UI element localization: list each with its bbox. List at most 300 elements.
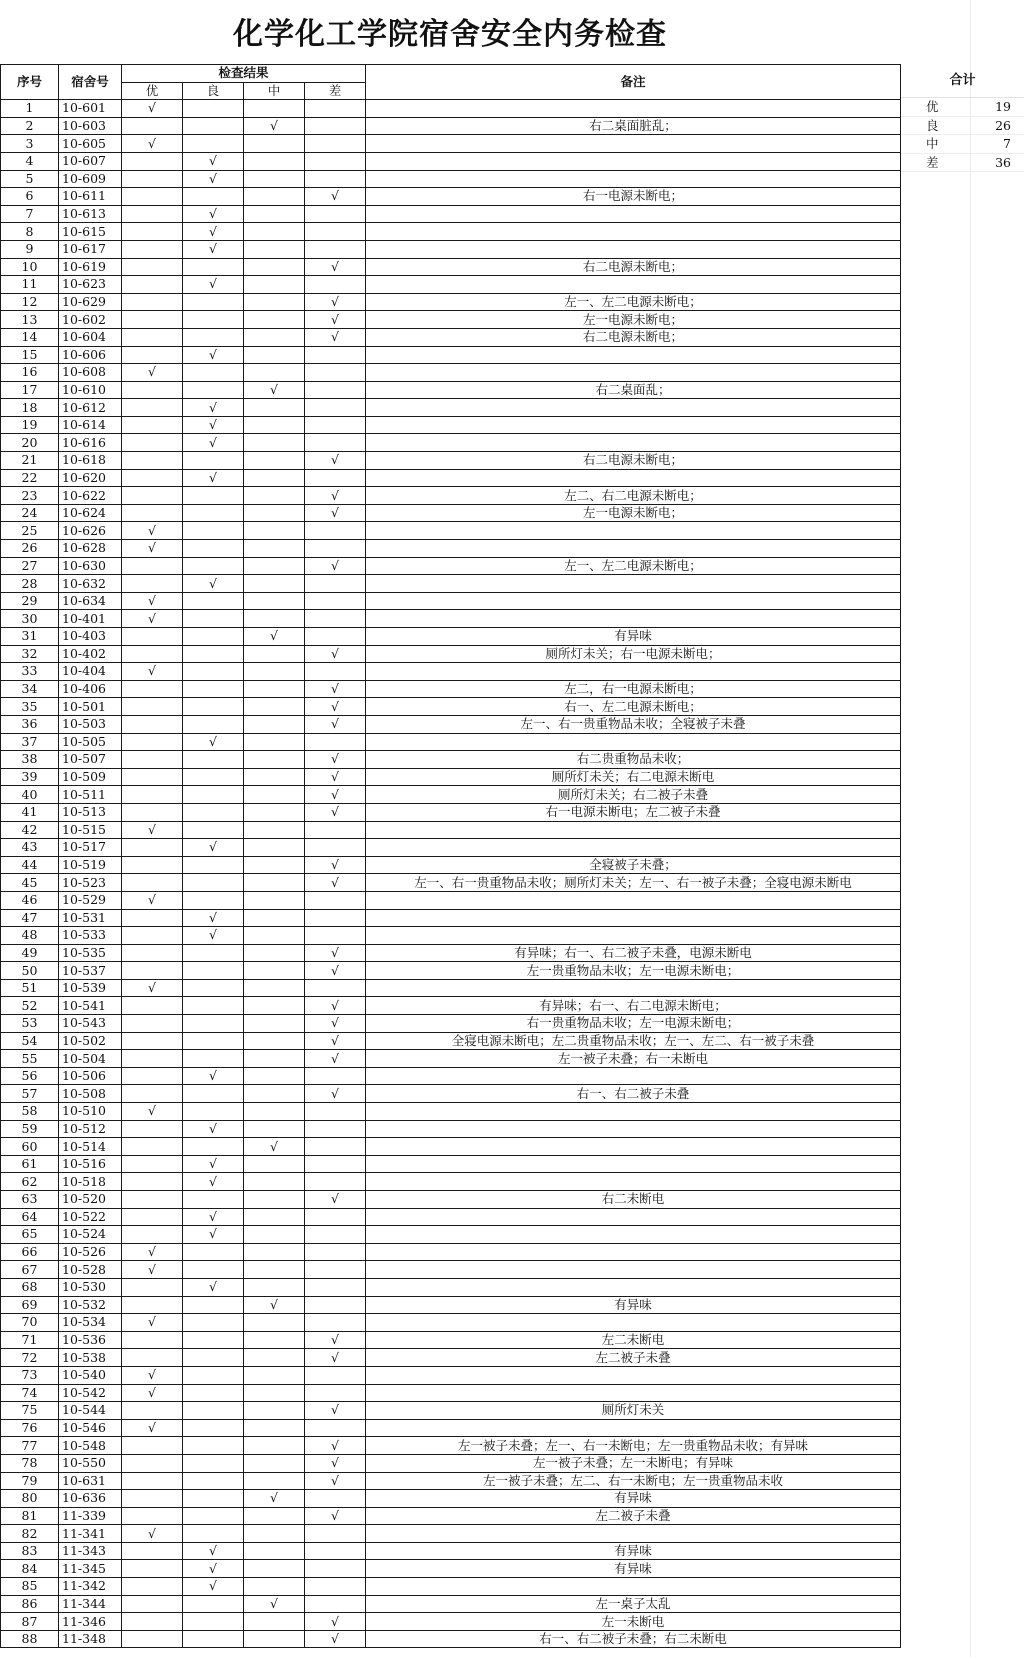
grade-cell xyxy=(122,645,183,663)
grade-cell xyxy=(244,979,305,997)
remark-cell xyxy=(366,1103,901,1121)
grade-cell xyxy=(122,1155,183,1173)
grade-cell xyxy=(122,803,183,821)
table-row xyxy=(1,1067,901,1085)
row-number: 42 xyxy=(1,821,59,839)
remark-cell xyxy=(366,1278,901,1296)
grade-cell: √ xyxy=(305,504,366,522)
table-row xyxy=(1,1507,901,1525)
grade-cell: √ xyxy=(305,803,366,821)
grade-cell xyxy=(244,557,305,575)
grade-cell xyxy=(122,1050,183,1068)
remark-cell: 左一被子未叠；右一未断电 xyxy=(366,1050,901,1068)
remark-cell: 有异味 xyxy=(366,1560,901,1578)
row-number: 13 xyxy=(1,311,59,329)
grade-cell xyxy=(122,698,183,716)
grade-cell xyxy=(244,152,305,170)
row-number: 48 xyxy=(1,927,59,945)
room-number: 10-620 xyxy=(59,469,122,487)
table-row xyxy=(1,979,901,997)
table-row xyxy=(1,768,901,786)
remark-cell xyxy=(366,663,901,681)
room-number: 10-603 xyxy=(59,117,122,135)
row-number: 47 xyxy=(1,909,59,927)
room-number: 10-546 xyxy=(59,1419,122,1437)
room-number: 10-537 xyxy=(59,962,122,980)
grade-cell: √ xyxy=(305,1437,366,1455)
grade-cell xyxy=(244,768,305,786)
table-row xyxy=(1,223,901,241)
grade-cell: √ xyxy=(122,663,183,681)
grade-cell xyxy=(122,927,183,945)
grade-cell xyxy=(305,416,366,434)
grade-cell xyxy=(183,715,244,733)
grade-cell xyxy=(183,557,244,575)
grade-cell xyxy=(183,874,244,892)
header-grade-excellent: 优 xyxy=(122,82,183,100)
grade-cell: √ xyxy=(305,768,366,786)
remark-cell: 有异味 xyxy=(366,628,901,646)
room-number: 10-406 xyxy=(59,680,122,698)
grade-cell xyxy=(244,1015,305,1033)
grade-cell: √ xyxy=(305,680,366,698)
grade-cell xyxy=(122,346,183,364)
room-number: 11-339 xyxy=(59,1507,122,1525)
table-row xyxy=(1,346,901,364)
table-row xyxy=(1,997,901,1015)
grade-cell xyxy=(122,1507,183,1525)
grade-cell: √ xyxy=(183,733,244,751)
room-number: 10-503 xyxy=(59,715,122,733)
remark-cell: 右二未断电 xyxy=(366,1191,901,1209)
row-number: 73 xyxy=(1,1366,59,1384)
grade-cell xyxy=(244,346,305,364)
grade-cell xyxy=(244,645,305,663)
row-number: 34 xyxy=(1,680,59,698)
row-number: 60 xyxy=(1,1138,59,1156)
grade-cell xyxy=(244,434,305,452)
room-number: 10-520 xyxy=(59,1191,122,1209)
row-number: 41 xyxy=(1,803,59,821)
row-number: 16 xyxy=(1,364,59,382)
grade-cell: √ xyxy=(122,1103,183,1121)
grade-cell xyxy=(183,1296,244,1314)
room-number: 10-529 xyxy=(59,891,122,909)
grade-cell xyxy=(183,1050,244,1068)
grade-cell: √ xyxy=(122,135,183,153)
table-row xyxy=(1,364,901,382)
room-number: 10-613 xyxy=(59,205,122,223)
grade-cell: √ xyxy=(122,1525,183,1543)
table-row xyxy=(1,1595,901,1613)
grade-cell: √ xyxy=(305,698,366,716)
table-row xyxy=(1,927,901,945)
grade-cell xyxy=(122,152,183,170)
grade-cell xyxy=(244,821,305,839)
room-number: 10-604 xyxy=(59,328,122,346)
grade-cell: √ xyxy=(305,258,366,276)
grade-cell xyxy=(122,1437,183,1455)
grade-cell xyxy=(244,504,305,522)
grade-cell xyxy=(244,223,305,241)
table-row xyxy=(1,663,901,681)
summary-label: 良 xyxy=(926,117,939,133)
grade-cell xyxy=(244,364,305,382)
grade-cell xyxy=(122,575,183,593)
row-number: 66 xyxy=(1,1243,59,1261)
grade-cell xyxy=(244,1507,305,1525)
grade-cell xyxy=(305,1314,366,1332)
remark-cell: 左一、左二电源未断电； xyxy=(366,557,901,575)
grade-cell: √ xyxy=(305,944,366,962)
table-row xyxy=(1,240,901,258)
grade-cell xyxy=(305,663,366,681)
grade-cell xyxy=(183,100,244,118)
grade-cell xyxy=(305,346,366,364)
table-row xyxy=(1,152,901,170)
grade-cell: √ xyxy=(305,1015,366,1033)
room-number: 10-634 xyxy=(59,592,122,610)
grade-cell xyxy=(122,1331,183,1349)
grade-cell xyxy=(244,469,305,487)
grade-cell xyxy=(305,522,366,540)
grade-cell xyxy=(305,399,366,417)
grade-cell xyxy=(305,1067,366,1085)
row-number: 33 xyxy=(1,663,59,681)
grade-cell: √ xyxy=(122,592,183,610)
room-number: 10-550 xyxy=(59,1454,122,1472)
grade-cell xyxy=(305,1226,366,1244)
grade-cell: √ xyxy=(183,1155,244,1173)
table-row xyxy=(1,1103,901,1121)
grade-cell xyxy=(305,1103,366,1121)
grade-cell xyxy=(305,1208,366,1226)
grade-cell: √ xyxy=(122,100,183,118)
row-number: 45 xyxy=(1,874,59,892)
header-grade-fair: 中 xyxy=(244,82,305,100)
grade-cell: √ xyxy=(305,1613,366,1631)
row-number: 64 xyxy=(1,1208,59,1226)
grade-cell: √ xyxy=(122,979,183,997)
grade-cell xyxy=(305,1366,366,1384)
grade-cell xyxy=(122,205,183,223)
table-row xyxy=(1,328,901,346)
grade-cell xyxy=(305,927,366,945)
grade-cell xyxy=(305,100,366,118)
room-number: 10-636 xyxy=(59,1490,122,1508)
row-number: 24 xyxy=(1,504,59,522)
grade-cell xyxy=(122,1278,183,1296)
grade-cell xyxy=(305,540,366,558)
grade-cell xyxy=(305,1490,366,1508)
grade-cell xyxy=(122,1349,183,1367)
grade-cell xyxy=(183,1191,244,1209)
grade-cell xyxy=(183,592,244,610)
grade-cell xyxy=(122,1402,183,1420)
remark-cell: 厕所灯未关；右一电源未断电； xyxy=(366,645,901,663)
grade-cell xyxy=(183,645,244,663)
room-number: 10-404 xyxy=(59,663,122,681)
grade-cell xyxy=(244,698,305,716)
grade-cell xyxy=(244,733,305,751)
row-number: 65 xyxy=(1,1226,59,1244)
remark-cell xyxy=(366,205,901,223)
grade-cell xyxy=(122,223,183,241)
row-number: 54 xyxy=(1,1032,59,1050)
grade-cell xyxy=(122,293,183,311)
grade-cell xyxy=(244,575,305,593)
grade-cell xyxy=(183,768,244,786)
grade-cell xyxy=(305,240,366,258)
summary-value: 7 xyxy=(1003,136,1011,152)
grade-cell: √ xyxy=(305,874,366,892)
grade-cell xyxy=(183,381,244,399)
remark-cell: 有异味；右一、右二电源未断电； xyxy=(366,997,901,1015)
row-number: 79 xyxy=(1,1472,59,1490)
row-number: 27 xyxy=(1,557,59,575)
room-number: 10-541 xyxy=(59,997,122,1015)
row-number: 43 xyxy=(1,839,59,857)
grade-cell xyxy=(305,821,366,839)
grade-cell xyxy=(244,205,305,223)
remark-cell xyxy=(366,1067,901,1085)
remark-cell: 右二贵重物品未收； xyxy=(366,751,901,769)
table-row xyxy=(1,698,901,716)
grade-cell xyxy=(244,170,305,188)
grade-cell: √ xyxy=(183,434,244,452)
grade-cell xyxy=(122,328,183,346)
grade-cell xyxy=(244,1155,305,1173)
remark-cell: 右一、左二电源未断电； xyxy=(366,698,901,716)
grade-cell xyxy=(183,803,244,821)
room-number: 10-540 xyxy=(59,1366,122,1384)
grade-cell: √ xyxy=(122,1243,183,1261)
grade-cell xyxy=(183,751,244,769)
room-number: 10-544 xyxy=(59,1402,122,1420)
grade-cell xyxy=(183,522,244,540)
table-row xyxy=(1,1208,901,1226)
row-number: 15 xyxy=(1,346,59,364)
grade-cell: √ xyxy=(183,205,244,223)
row-number: 32 xyxy=(1,645,59,663)
grade-cell xyxy=(305,979,366,997)
grade-cell: √ xyxy=(244,1296,305,1314)
header-room: 宿舍号 xyxy=(59,65,122,100)
grade-cell xyxy=(244,1384,305,1402)
grade-cell xyxy=(183,610,244,628)
grade-cell xyxy=(183,1507,244,1525)
grade-cell: √ xyxy=(305,751,366,769)
room-number: 10-522 xyxy=(59,1208,122,1226)
grade-cell xyxy=(122,628,183,646)
remark-cell: 左一电源未断电； xyxy=(366,504,901,522)
summary-row xyxy=(901,154,1024,173)
grade-cell xyxy=(244,258,305,276)
grade-cell xyxy=(122,733,183,751)
remark-cell xyxy=(366,1120,901,1138)
grade-cell: √ xyxy=(305,1472,366,1490)
grade-cell xyxy=(183,1331,244,1349)
row-number: 59 xyxy=(1,1120,59,1138)
grade-cell xyxy=(183,1472,244,1490)
grade-cell xyxy=(244,856,305,874)
remark-cell: 有异味；右一、右二被子未叠，电源未断电 xyxy=(366,944,901,962)
room-number: 10-629 xyxy=(59,293,122,311)
grade-cell xyxy=(244,1067,305,1085)
grade-cell xyxy=(183,311,244,329)
grade-cell xyxy=(122,909,183,927)
table-row xyxy=(1,891,901,909)
remark-cell xyxy=(366,434,901,452)
remark-cell: 左二被子未叠 xyxy=(366,1507,901,1525)
remark-cell xyxy=(366,821,901,839)
grade-cell: √ xyxy=(183,1208,244,1226)
grade-cell xyxy=(122,276,183,294)
grade-cell xyxy=(183,1366,244,1384)
grade-cell xyxy=(244,663,305,681)
grade-cell xyxy=(244,1208,305,1226)
grade-cell: √ xyxy=(305,188,366,206)
table-row xyxy=(1,434,901,452)
remark-cell: 厕所灯未关；右二被子未叠 xyxy=(366,786,901,804)
grade-cell: √ xyxy=(183,416,244,434)
remark-cell xyxy=(366,540,901,558)
room-number: 10-510 xyxy=(59,1103,122,1121)
grade-cell xyxy=(244,1454,305,1472)
grade-cell xyxy=(122,311,183,329)
grade-cell xyxy=(122,1560,183,1578)
grade-cell xyxy=(122,240,183,258)
remark-cell: 右二桌面脏乱； xyxy=(366,117,901,135)
remark-cell: 左一、左二电源未断电； xyxy=(366,293,901,311)
grade-cell xyxy=(122,487,183,505)
grade-cell: √ xyxy=(305,1349,366,1367)
table-row xyxy=(1,839,901,857)
grade-cell: √ xyxy=(183,346,244,364)
remark-cell: 左二，右一电源未断电； xyxy=(366,680,901,698)
table-row xyxy=(1,1454,901,1472)
table-row xyxy=(1,399,901,417)
room-number: 10-632 xyxy=(59,575,122,593)
grade-cell xyxy=(244,293,305,311)
grade-cell: √ xyxy=(122,1261,183,1279)
grade-cell xyxy=(244,610,305,628)
row-number: 10 xyxy=(1,258,59,276)
table-row xyxy=(1,575,901,593)
grade-cell xyxy=(244,311,305,329)
row-number: 86 xyxy=(1,1595,59,1613)
header-grade-good: 良 xyxy=(183,82,244,100)
table-row xyxy=(1,715,901,733)
row-number: 53 xyxy=(1,1015,59,1033)
remark-cell: 有异味 xyxy=(366,1490,901,1508)
row-number: 77 xyxy=(1,1437,59,1455)
row-number: 88 xyxy=(1,1630,59,1648)
header-remark: 备注 xyxy=(366,65,901,100)
grade-cell xyxy=(244,416,305,434)
grade-cell xyxy=(244,240,305,258)
grade-cell xyxy=(244,803,305,821)
grade-cell xyxy=(244,487,305,505)
room-number: 10-401 xyxy=(59,610,122,628)
remark-cell xyxy=(366,364,901,382)
grade-cell xyxy=(183,1454,244,1472)
summary-value: 19 xyxy=(995,99,1011,114)
grade-cell: √ xyxy=(122,821,183,839)
table-row xyxy=(1,452,901,470)
table-row xyxy=(1,1331,901,1349)
grade-cell xyxy=(183,1349,244,1367)
room-number: 10-508 xyxy=(59,1085,122,1103)
grade-cell xyxy=(305,1120,366,1138)
grade-cell xyxy=(183,1032,244,1050)
remark-cell: 左一电源未断电； xyxy=(366,311,901,329)
room-number: 10-517 xyxy=(59,839,122,857)
grade-cell: √ xyxy=(183,1578,244,1596)
table-row xyxy=(1,1613,901,1631)
remark-cell: 右二桌面乱； xyxy=(366,381,901,399)
room-number: 10-539 xyxy=(59,979,122,997)
grade-cell: √ xyxy=(244,1138,305,1156)
grade-cell: √ xyxy=(183,1067,244,1085)
row-number: 22 xyxy=(1,469,59,487)
table-row xyxy=(1,944,901,962)
grade-cell xyxy=(244,715,305,733)
grade-cell xyxy=(244,1085,305,1103)
remark-cell: 左一被子未叠；左二、右一未断电；左一贵重物品未收 xyxy=(366,1472,901,1490)
grade-cell xyxy=(305,205,366,223)
grade-cell xyxy=(183,979,244,997)
table-row xyxy=(1,1472,901,1490)
table-row xyxy=(1,803,901,821)
grade-cell: √ xyxy=(122,891,183,909)
row-number: 55 xyxy=(1,1050,59,1068)
room-number: 10-611 xyxy=(59,188,122,206)
grade-cell: √ xyxy=(305,557,366,575)
room-number: 10-626 xyxy=(59,522,122,540)
grade-cell: √ xyxy=(305,452,366,470)
grade-cell xyxy=(183,328,244,346)
row-number: 26 xyxy=(1,540,59,558)
grade-cell: √ xyxy=(305,1032,366,1050)
remark-cell: 左二、右二电源未断电； xyxy=(366,487,901,505)
row-number: 40 xyxy=(1,786,59,804)
summary-label: 差 xyxy=(926,154,939,170)
remark-cell xyxy=(366,979,901,997)
grade-cell xyxy=(244,909,305,927)
row-number: 19 xyxy=(1,416,59,434)
grade-cell: √ xyxy=(183,170,244,188)
remark-cell xyxy=(366,135,901,153)
grade-cell xyxy=(244,1278,305,1296)
grade-cell xyxy=(183,117,244,135)
grade-cell xyxy=(122,399,183,417)
grade-cell: √ xyxy=(305,1454,366,1472)
remark-cell xyxy=(366,575,901,593)
grade-cell xyxy=(183,1384,244,1402)
table-row xyxy=(1,821,901,839)
room-number: 11-344 xyxy=(59,1595,122,1613)
row-number: 30 xyxy=(1,610,59,628)
grade-cell: √ xyxy=(122,1419,183,1437)
grade-cell xyxy=(183,504,244,522)
grade-cell xyxy=(183,891,244,909)
room-number: 10-530 xyxy=(59,1278,122,1296)
row-number: 74 xyxy=(1,1384,59,1402)
grade-cell: √ xyxy=(305,1085,366,1103)
table-row xyxy=(1,1349,901,1367)
remark-cell xyxy=(366,1366,901,1384)
